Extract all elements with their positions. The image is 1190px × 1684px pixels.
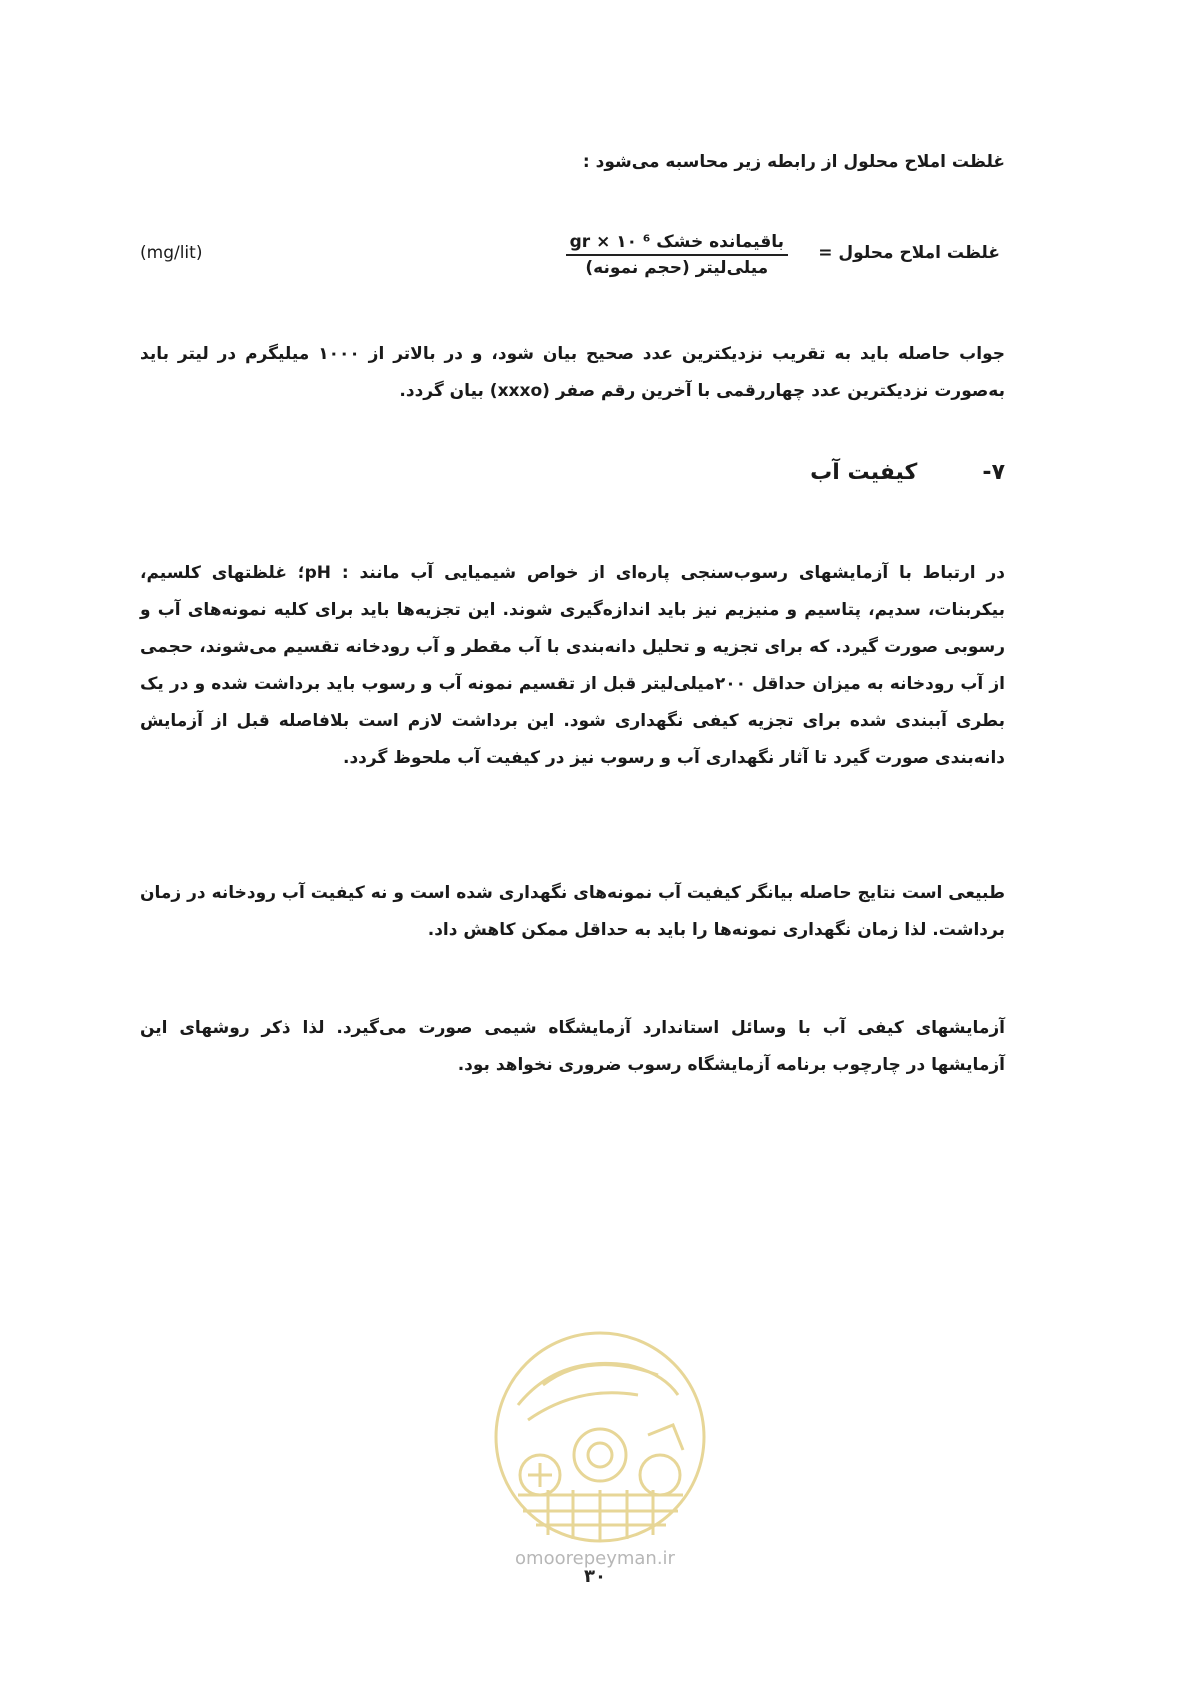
formula-equals: = xyxy=(818,243,833,263)
watermark-site: omoorepeyman.ir xyxy=(515,1548,675,1569)
section-number: ۷- xyxy=(982,460,1005,485)
paragraph-lab-methods: آزمایشهای کیفی آب با وسائل استاندارد آزمایشگاه شیمی صورت می‌گیرد. لذا ذکر روشهای این آزمایشها در چارچوب برنامه آزمایشگاه رسوب ضروری نخواهد بود. xyxy=(140,1018,1005,1075)
page-number: ۳۰ xyxy=(584,1566,606,1587)
paragraph-chemical-tests: در ارتباط با آزمایشهای رسوب‌سنجی پاره‌ای از خواص شیمیایی آب مانند : pH؛ غلظتهای کلسیم، بیکربنات، سدیم، پتاسیم و منیزیم نیز باید اندازه‌گیری شوند. این تجزیه‌ها باید برای کلیه نمونه‌های آب و رسوبی صورت گیرد. که برای تجزیه و تحلیل دانه‌بندی با آب مقطر و آب رودخانه تقسیم می‌شوند، حجمی از آب رودخانه به میزان حداقل ۲۰۰میلی‌لیتر قبل از تقسیم نمونه آب و رسوب باید برداشت شده و در یک بطری آببندی شده برای تجزیه کیفی نگهداری شود. این برداشت لازم است بلافاصله قبل از آزمایش دانه‌بندی صورت گیرد تا آثار نگهداری آب و رسوب نیز در کیفیت آب ملحوظ گردد. xyxy=(140,563,1005,768)
formula-numerator: باقیمانده خشک gr × ۱۰ ⁶ xyxy=(566,232,788,256)
formula-unit: (mg/lit) xyxy=(140,243,203,263)
formula-lhs xyxy=(818,243,1000,263)
section-title: کیفیت آب xyxy=(810,460,918,485)
paragraph-result-rounding: جواب حاصله باید به تقریب نزدیکترین عدد صحیح بیان شود، و در بالاتر از ۱۰۰۰ میلیگرم در لیتر باید به‌صورت نزدیکترین عدد چهاررقمی با آخرین رقم صفر (xxxo) بیان گردد. xyxy=(140,344,1005,401)
formula-denominator: میلی‌لیتر (حجم نمونه) xyxy=(585,258,769,278)
formula-fraction xyxy=(566,232,788,278)
intro-line: غلظت املاح محلول از رابطه زیر محاسبه می‌شود : xyxy=(582,152,1005,172)
section-heading xyxy=(810,460,1005,485)
tds-formula xyxy=(140,232,1000,292)
formula-lhs-text: غلظت املاح محلول xyxy=(838,243,1000,263)
watermark-seal-logo xyxy=(488,1325,713,1550)
paragraph-storage-note: طبیعی است نتایج حاصله بیانگر کیفیت آب نمونه‌های نگهداری شده است و نه کیفیت آب رودخانه در زمان برداشت. لذا زمان نگهداری نمونه‌ها را باید به حداقل ممکن کاهش داد. xyxy=(140,883,1005,940)
